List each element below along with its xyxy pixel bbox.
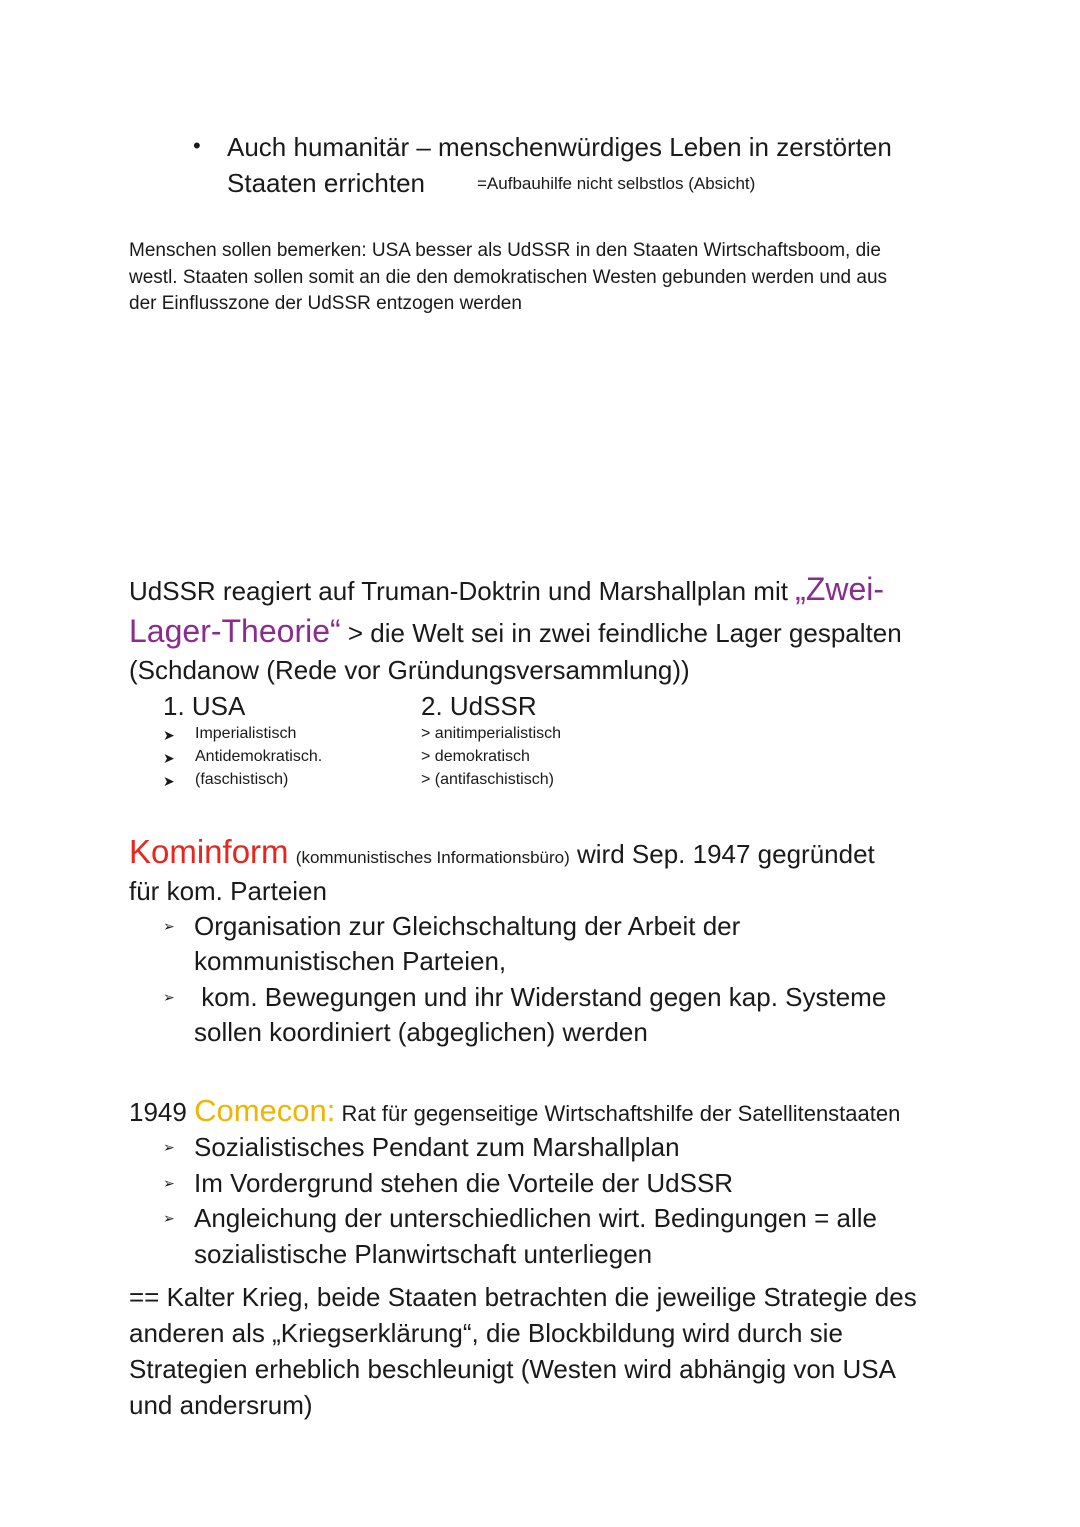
conclusion-line: == Kalter Krieg, beide Staaten betrachten die jeweilige Strategie des	[129, 1282, 917, 1312]
chevron-icon: ➢	[163, 1175, 175, 1191]
chevron-icon: ➢	[163, 989, 175, 1005]
zweilager-intro: UdSSR reagiert auf Truman-Doktrin und Marshallplan mit	[129, 576, 796, 606]
col1-heading: 1. USA	[163, 691, 246, 721]
comecon-item-cont: sozialistische Planwirtschaft unterliegen	[194, 1239, 653, 1269]
col2-heading: 2. UdSSR	[421, 691, 537, 721]
chevron-icon: ➢	[163, 918, 175, 934]
kominform-rest: wird Sep. 1947 gegründet	[577, 839, 875, 869]
comecon-item: Im Vordergrund stehen die Vorteile der UdSSR	[194, 1168, 734, 1198]
col1-item: (faschistisch)	[195, 771, 289, 788]
kominform-line1	[129, 832, 875, 878]
comecon-term: Comecon:	[194, 1093, 336, 1128]
zweilager-line2	[129, 613, 902, 651]
zweilager-term-cont: Lager-Theorie“	[129, 613, 341, 649]
zweilager-explanation: > die Welt sei in zwei feindliche Lager gespalten	[340, 618, 902, 648]
top-bullet-text: Auch humanitär – menschenwürdiges Leben in zerstörten	[227, 132, 892, 162]
zweilager-line1	[129, 571, 884, 609]
col2-item: > demokratisch	[421, 748, 530, 765]
paragraph-line: Menschen sollen bemerken: USA besser als UdSSR in den Staaten Wirtschaftsboom, die	[129, 240, 881, 261]
chevron-icon: ➢	[163, 1139, 175, 1155]
col2-item: > (antifaschistisch)	[421, 771, 554, 788]
top-bullet-line2: Staaten errichten	[227, 168, 426, 198]
zweilager-term: „Zwei-	[795, 571, 885, 607]
conclusion-line: und andersrum)	[129, 1390, 313, 1420]
kominform-item-cont: kommunistischen Parteien,	[194, 946, 507, 976]
kominform-item: kom. Bewegungen und ihr Widerstand gegen kap. Systeme	[194, 982, 887, 1012]
arrow-icon: ➤	[163, 727, 175, 743]
arrow-icon: ➤	[163, 773, 175, 789]
chevron-icon: ➢	[163, 1210, 175, 1226]
top-bullet-note: =Aufbauhilfe nicht selbstlos (Absicht)	[477, 174, 756, 193]
comecon-line1	[129, 1091, 900, 1134]
intro-paragraph	[129, 238, 887, 318]
paragraph-line: der Einflusszone der UdSSR entzogen werden	[129, 293, 522, 314]
paragraph-line: westl. Staaten sollen somit an die den demokratischen Westen gebunden werden und aus	[129, 266, 888, 288]
kominform-item-cont: sollen koordiniert (abgeglichen) werden	[194, 1017, 648, 1047]
comecon-item: Angleichung der unterschiedlichen wirt. Bedingungen = alle	[194, 1203, 877, 1233]
col2-item: > anitimperialistisch	[421, 725, 562, 742]
bullet-icon: •	[193, 133, 201, 158]
kominform-term: Kominform	[129, 833, 289, 870]
conclusion-paragraph	[129, 1279, 917, 1423]
comecon-rest: Rat für gegenseitige Wirtschaftshilfe der Satellitenstaaten	[335, 1101, 901, 1126]
conclusion-line: anderen als „Kriegserklärung“, die Blockbildung wird durch sie	[129, 1318, 843, 1348]
arrow-icon: ➤	[163, 750, 175, 766]
kominform-paren: (kommunistisches Informationsbüro)	[295, 848, 570, 867]
zweilager-source: (Schdanow (Rede vor Gründungsversammlung))	[129, 655, 690, 685]
col1-item: Imperialistisch	[195, 725, 297, 742]
kominform-line2: für kom. Parteien	[129, 876, 327, 906]
col1-item: Antidemokratisch.	[195, 748, 323, 765]
comecon-year: 1949	[129, 1097, 195, 1127]
comecon-item: Sozialistisches Pendant zum Marshallplan	[194, 1132, 680, 1162]
kominform-item: Organisation zur Gleichschaltung der Arbeit der	[194, 911, 741, 941]
conclusion-line: Strategien erheblich beschleunigt (Westen wird abhängig von USA	[129, 1354, 896, 1384]
